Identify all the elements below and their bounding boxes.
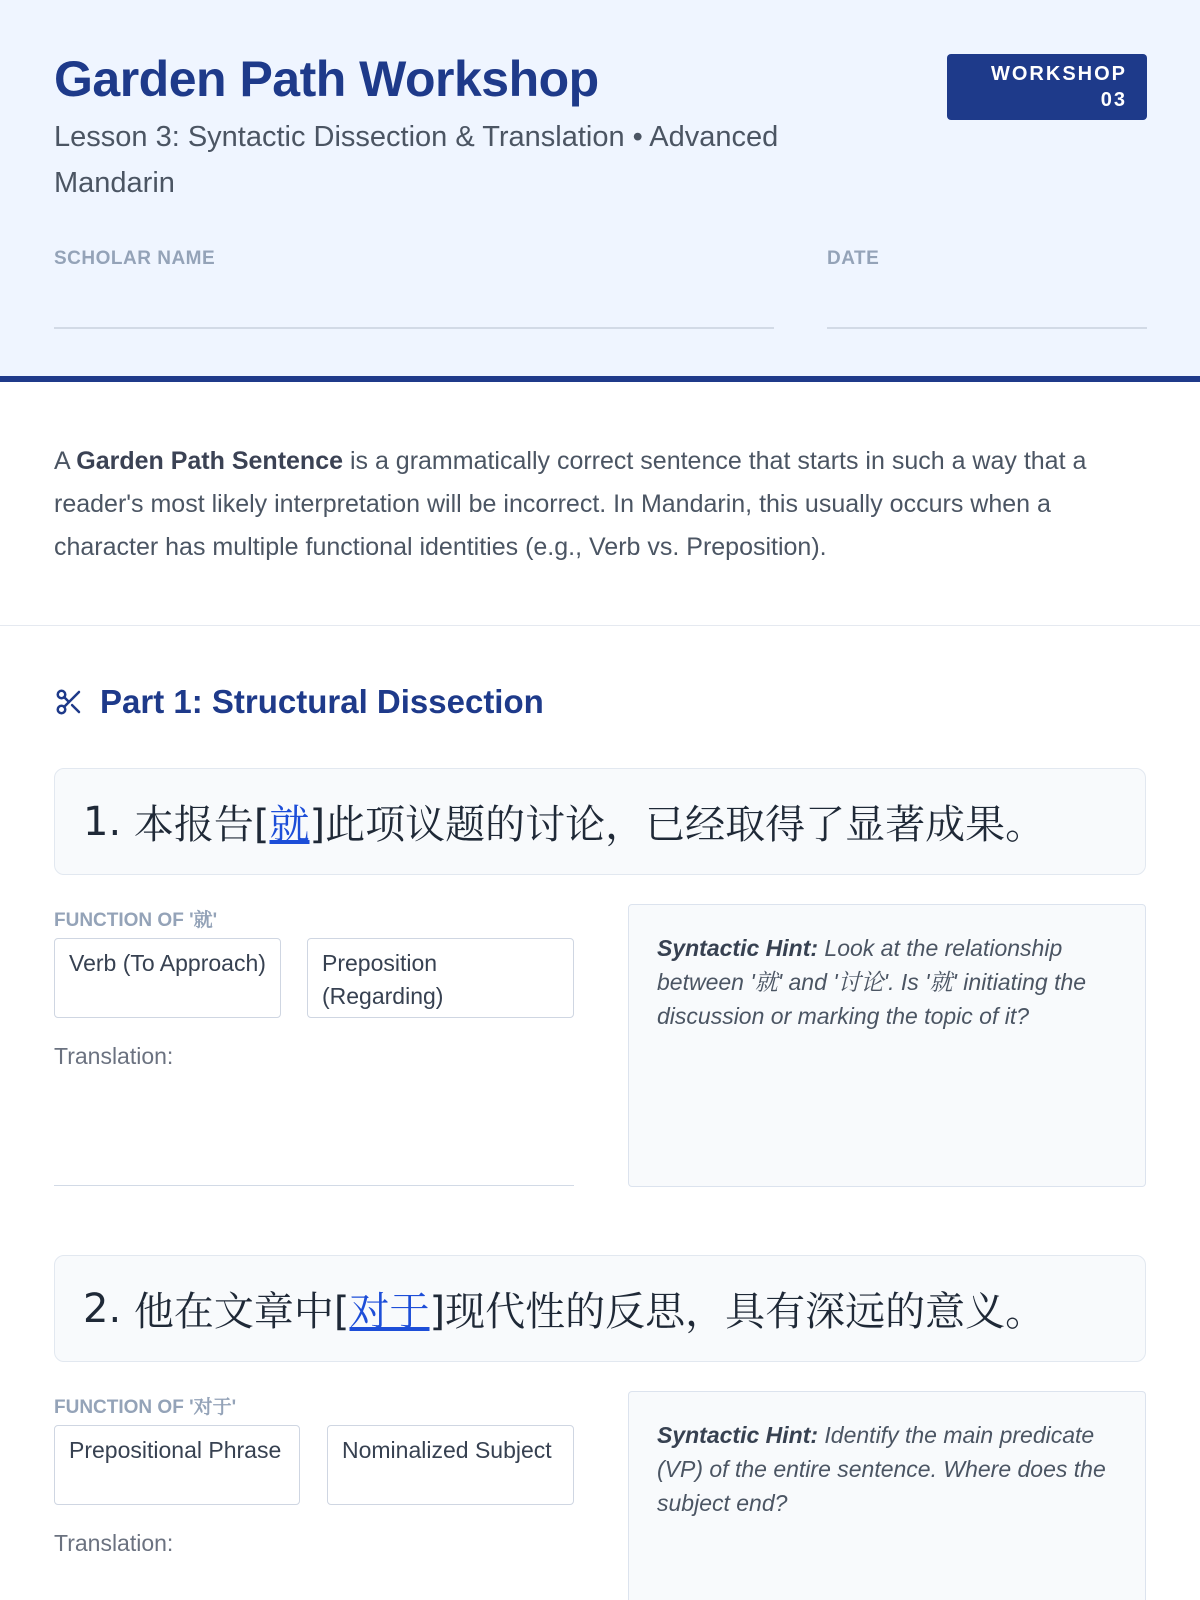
hint-text: Look at the relationship between '就' and '讨论'. Is '就' initiating the discussion or marking the topic of it?	[657, 935, 1087, 1029]
exercise-1-translation-label: Translation:	[54, 1043, 174, 1069]
exercise-1-translation-field[interactable]	[54, 1185, 574, 1186]
sentence-before: 本报告[	[133, 802, 270, 848]
badge-number: 03	[1100, 89, 1127, 111]
hint-text: Identify the main predicate (VP) of the entire sentence. Where does the subject end?	[657, 1422, 1106, 1516]
exercise-number: 2.	[83, 1285, 122, 1332]
sentence-after: ]此项议题的讨论，已经取得了显著成果。	[309, 802, 1046, 848]
exercise-1-option-preposition[interactable]: Preposition (Regarding)	[307, 938, 574, 1018]
scholar-name-label: SCHOLAR NAME	[54, 248, 216, 269]
date-label: DATE	[827, 248, 880, 269]
page-title: Garden Path Workshop	[54, 51, 599, 107]
date-field[interactable]	[827, 327, 1147, 329]
intro-paragraph	[54, 440, 1154, 569]
workshop-badge	[947, 54, 1147, 120]
hint-label: Syntactic Hint:	[657, 1422, 819, 1448]
exercise-1-function-label: FUNCTION OF '就'	[54, 910, 218, 931]
intro-prefix: A	[54, 447, 77, 475]
highlighted-term: 对于	[349, 1289, 430, 1335]
exercise-2-option-prepositional-phrase[interactable]: Prepositional Phrase	[54, 1425, 300, 1505]
sentence-before: 他在文章中[	[133, 1289, 350, 1335]
part1-heading	[54, 683, 544, 721]
exercise-2-translation-label: Translation:	[54, 1530, 174, 1556]
page-subtitle: Lesson 3: Syntactic Dissection & Translation • Advanced Mandarin	[54, 121, 779, 199]
section-divider	[0, 625, 1200, 626]
badge-label: WORKSHOP	[991, 63, 1127, 85]
hint-label: Syntactic Hint:	[657, 935, 819, 961]
exercise-2-hint-box	[628, 1391, 1146, 1600]
highlighted-term: 就	[269, 802, 310, 848]
scissors-icon	[54, 687, 84, 717]
exercise-2-function-label: FUNCTION OF '对于'	[54, 1397, 237, 1418]
exercise-1-hint-box	[628, 904, 1146, 1187]
exercise-2-option-nominalized-subject[interactable]: Nominalized Subject	[327, 1425, 574, 1505]
intro-body: is a grammatically correct sentence that starts in such a way that a reader's most likely interpretation will be incorrect. In Mandarin, this usually occurs when a character has multiple functional identities (e.g., Verb vs. Preposition).	[54, 447, 1087, 561]
part1-title: Part 1: Structural Dissection	[100, 683, 544, 720]
sentence-after: ]现代性的反思，具有深远的意义。	[429, 1289, 1046, 1335]
exercise-2-sentence	[54, 1255, 1146, 1362]
exercise-number: 1.	[83, 798, 122, 845]
scholar-name-field[interactable]	[54, 327, 774, 329]
intro-term: Garden Path Sentence	[76, 447, 343, 475]
exercise-1-sentence	[54, 768, 1146, 875]
exercise-1-option-verb[interactable]: Verb (To Approach)	[54, 938, 281, 1018]
worksheet-header	[0, 0, 1200, 382]
